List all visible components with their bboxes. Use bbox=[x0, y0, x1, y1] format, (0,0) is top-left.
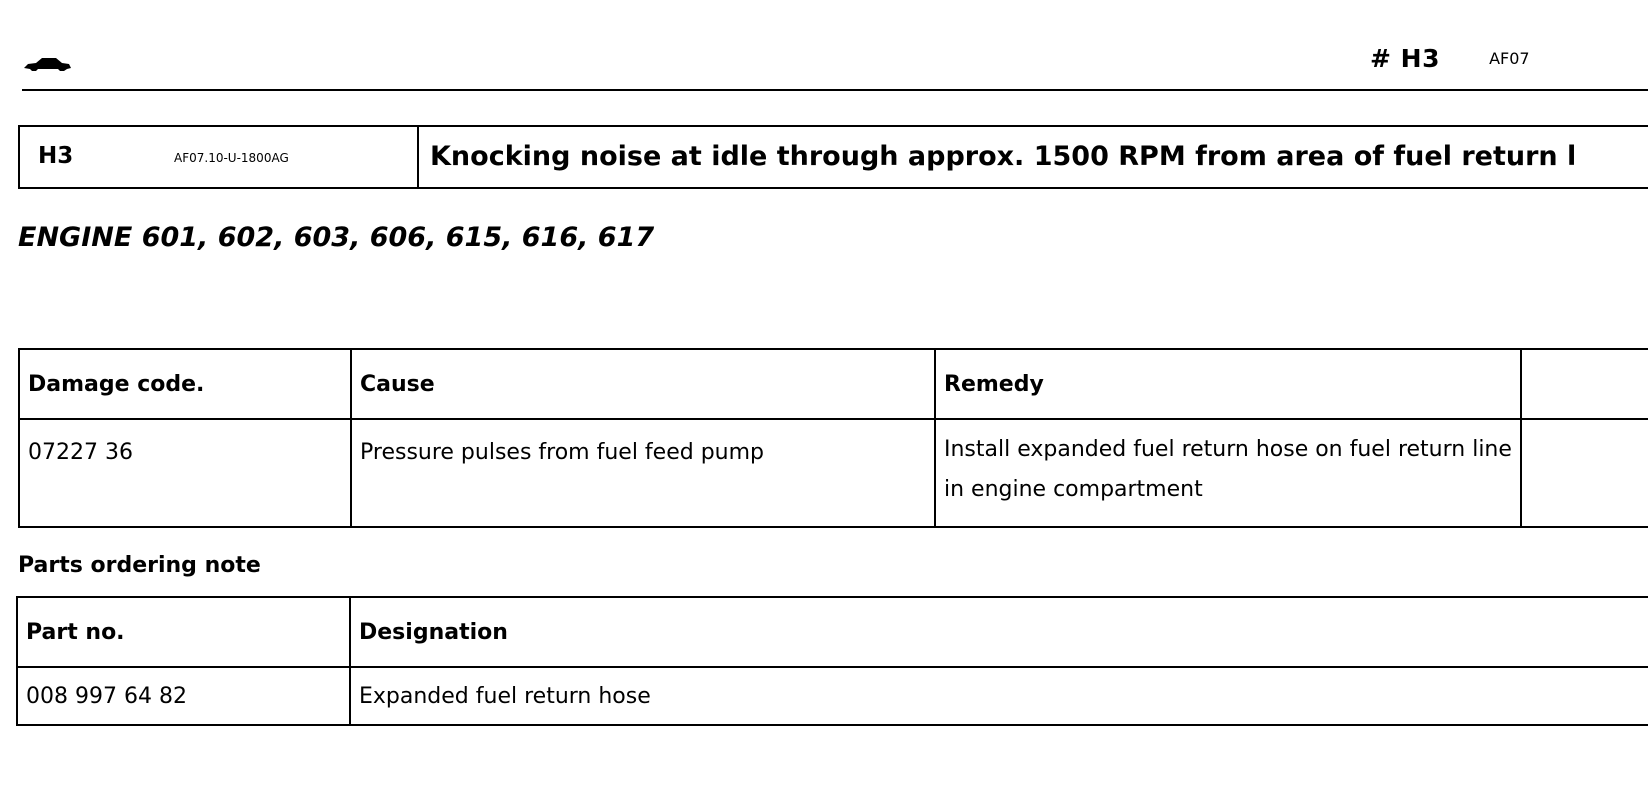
column-header-remedy: Remedy bbox=[935, 349, 1521, 419]
table-row bbox=[19, 419, 1648, 527]
title-box bbox=[18, 125, 1648, 189]
column-header-designation: Designation bbox=[350, 597, 1648, 667]
remedy-cell: Install expanded fuel return hose on fuel return line in engine compartment bbox=[935, 419, 1521, 527]
title-id: H3 bbox=[38, 143, 74, 169]
column-header-extra bbox=[1521, 349, 1648, 419]
designation-cell: Expanded fuel return hose bbox=[350, 667, 1648, 725]
extra-cell bbox=[1521, 419, 1648, 527]
table-row bbox=[17, 667, 1648, 725]
part-no-cell: 008 997 64 82 bbox=[17, 667, 350, 725]
column-header-cause: Cause bbox=[351, 349, 935, 419]
damage-code-cell: 07227 36 bbox=[19, 419, 351, 527]
header-divider bbox=[22, 89, 1648, 91]
cause-cell: Pressure pulses from fuel feed pump bbox=[351, 419, 935, 527]
doc-code: AF07 bbox=[1489, 49, 1530, 68]
parts-ordering-heading: Parts ordering note bbox=[18, 553, 261, 578]
title-code: AF07.10-U-1800AG bbox=[174, 151, 289, 165]
title-text: Knocking noise at idle through approx. 1500 RPM from area of fuel return l bbox=[430, 141, 1577, 172]
doc-id: # H3 bbox=[1370, 44, 1440, 73]
damage-table bbox=[18, 348, 1648, 528]
car-icon bbox=[22, 54, 72, 74]
header-doc-reference bbox=[1370, 44, 1648, 80]
table-header-row bbox=[19, 349, 1648, 419]
table-header-row bbox=[17, 597, 1648, 667]
parts-table bbox=[16, 596, 1648, 726]
column-header-damage-code: Damage code. bbox=[19, 349, 351, 419]
column-header-part-no: Part no. bbox=[17, 597, 350, 667]
title-divider bbox=[417, 127, 419, 187]
engine-line: ENGINE 601, 602, 603, 606, 615, 616, 617 bbox=[18, 222, 655, 253]
